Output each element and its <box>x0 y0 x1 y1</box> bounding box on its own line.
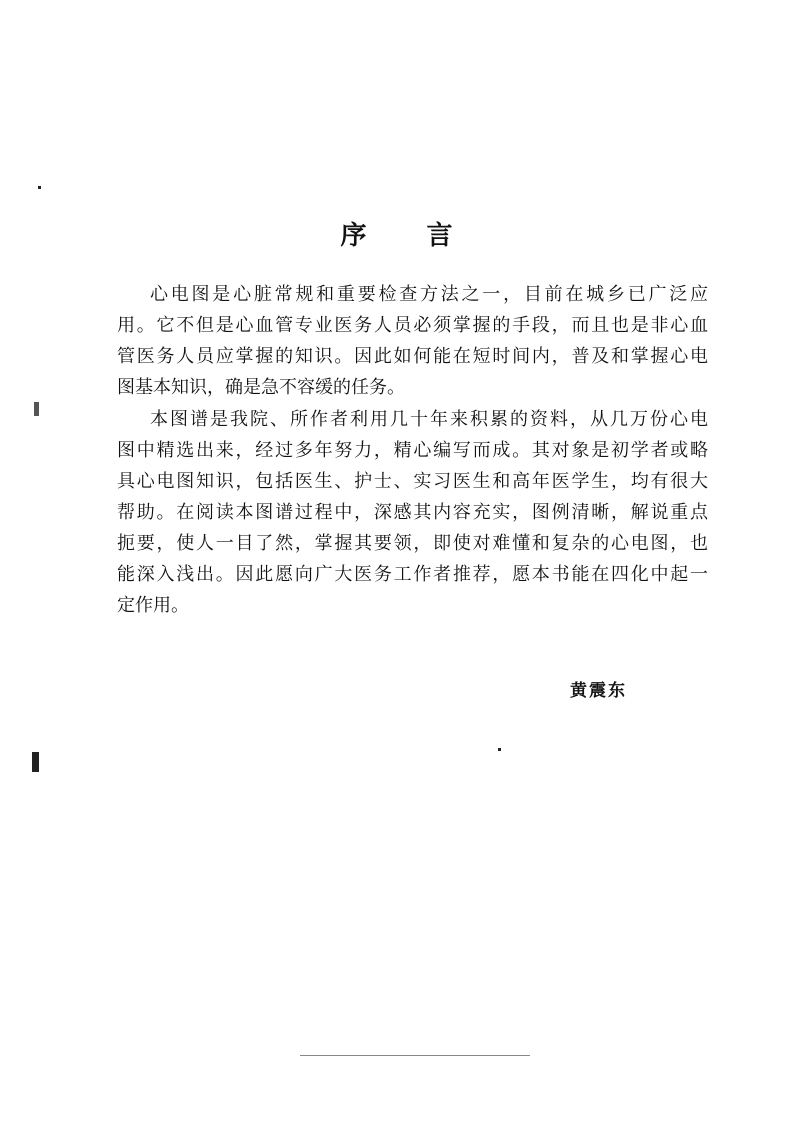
text-line: 图基本知识，确是急不容缓的任务。 <box>117 377 405 398</box>
text-line: 扼要，使人一目了然，掌握其要领，即使对难懂和复杂的心电图，也 <box>117 533 708 554</box>
text-line: 管医务人员应掌握的知识。因此如何能在短时间内，普及和掌握心电 <box>117 346 708 367</box>
page-title: 序言 <box>340 221 513 251</box>
text-line: 本图谱是我院、所作者利用几十年来积累的资料，从几万份心电 <box>150 409 708 430</box>
text-line: 帮助。在阅读本图谱过程中，深感其内容充实，图例清晰，解说重点 <box>117 502 708 523</box>
scan-mark <box>34 402 39 416</box>
scan-speck <box>38 186 41 189</box>
scan-edge-line <box>300 1055 530 1056</box>
text-line: 能深入浅出。因此愿向广大医务工作者推荐，愿本书能在四化中起一 <box>117 564 708 585</box>
text-line: 图中精选出来，经过多年努力，精心编写而成。其对象是初学者或略 <box>117 440 708 461</box>
text-line: 心电图是心脏常规和重要检查方法之一，目前在城乡已广泛应 <box>150 284 708 305</box>
text-line: 具心电图知识，包括医生、护士、实习医生和高年医学生，均有很大 <box>117 471 708 492</box>
signature: 黄震东 <box>570 681 627 701</box>
scan-speck <box>498 748 501 751</box>
scan-mark <box>32 752 39 772</box>
text-line: 用。它不但是心血管专业医务人员必须掌握的手段，而且也是非心血 <box>117 315 708 336</box>
text-line: 定作用。 <box>117 595 189 616</box>
